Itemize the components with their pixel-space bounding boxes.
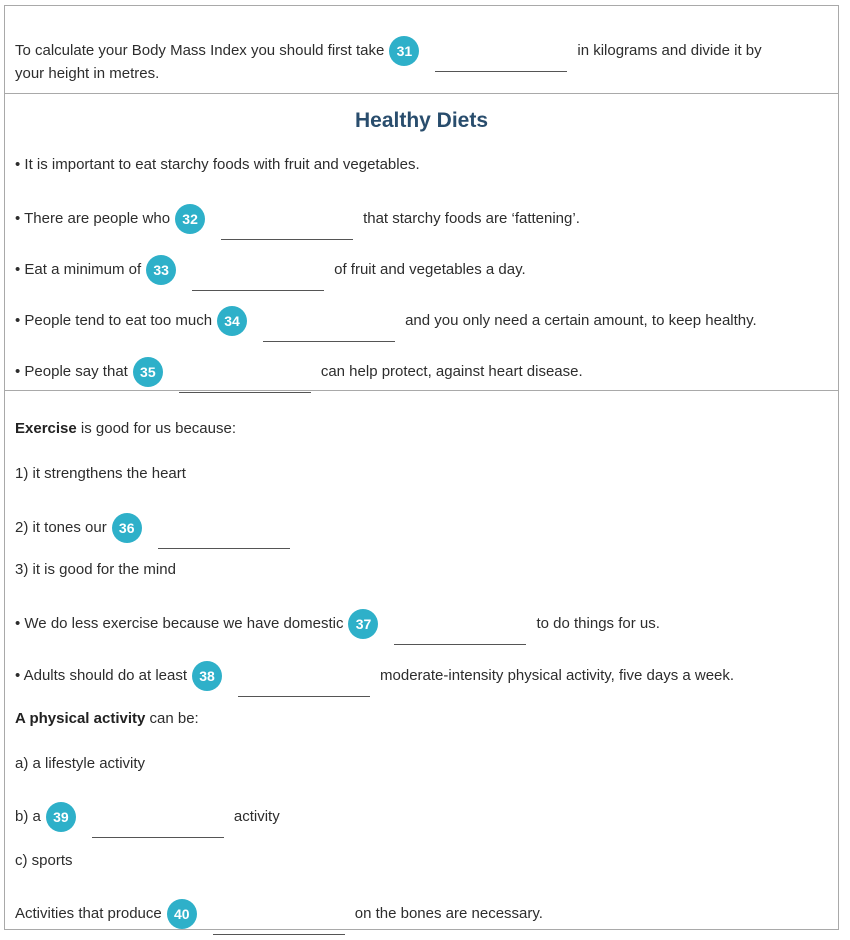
bullet-text: • It is important to eat starchy foods with fruit and vegetables. (15, 156, 420, 173)
question-35-line (15, 357, 583, 387)
q38-answer-blank[interactable] (238, 676, 370, 697)
q33-number-badge: 33 (146, 255, 176, 285)
section-title: Healthy Diets (354, 109, 489, 132)
q35-text-before: • People say that (15, 363, 128, 380)
question-34-line (15, 306, 757, 336)
q32-text-before: • There are people who (15, 210, 171, 227)
q31-answer-blank[interactable] (435, 51, 567, 72)
q36-answer-blank[interactable] (158, 528, 290, 549)
intro-section (5, 6, 838, 94)
activity-intro (15, 709, 199, 729)
question-33-line (15, 255, 526, 285)
q32-text-after: that starchy foods are ‘fattening’. (363, 210, 580, 227)
reason-3-text: 3) it is good for the mind (15, 561, 176, 578)
q38-text-before: • Adults should do at least (15, 667, 188, 684)
q40-number-badge: 40 (167, 899, 197, 929)
question-39-line (15, 802, 280, 832)
activity-a-text: a) a lifestyle activity (15, 755, 146, 772)
q31-text-before: To calculate your Body Mass Index you should first take (15, 42, 385, 59)
q37-text-before: • We do less exercise because we have domestic (15, 615, 344, 632)
q39-answer-blank[interactable] (92, 817, 224, 838)
activity-intro-rest: can be: (145, 710, 199, 727)
question-38-line (15, 661, 734, 691)
q38-number-badge: 38 (192, 661, 222, 691)
q33-text-before: • Eat a minimum of (15, 261, 142, 278)
q40-text-after: on the bones are necessary. (354, 905, 543, 922)
q37-text-after: to do things for us. (536, 615, 660, 632)
exercise-intro-bold: Exercise (15, 420, 77, 437)
q35-number-badge: 35 (133, 357, 163, 387)
q31-text-cont: your height in metres. (15, 65, 160, 82)
q34-answer-blank[interactable] (263, 321, 395, 342)
q38-text-after: moderate-intensity physical activity, five days a week. (380, 667, 735, 684)
q35-text-after: can help protect, against heart disease. (320, 363, 583, 380)
exercise-intro (15, 419, 236, 439)
question-37-line (15, 609, 660, 639)
question-40-line (15, 899, 543, 929)
bullet-starchy (15, 155, 420, 175)
q39-number-badge: 39 (46, 802, 76, 832)
q37-answer-blank[interactable] (394, 624, 526, 645)
worksheet (4, 5, 839, 930)
question-32-line (15, 204, 580, 234)
q36-text-before: 2) it tones our (15, 519, 107, 536)
q33-answer-blank[interactable] (192, 270, 324, 291)
healthy-diets-section (5, 94, 838, 391)
q33-text-after: of fruit and vegetables a day. (334, 261, 526, 278)
q34-number-badge: 34 (217, 306, 247, 336)
exercise-intro-rest: is good for us because: (76, 420, 236, 437)
activity-c (15, 851, 73, 871)
q39-text-after: activity (233, 808, 280, 825)
q40-text-before: Activities that produce (15, 905, 162, 922)
reason-1-text: 1) it strengthens the heart (15, 465, 186, 482)
q35-answer-blank[interactable] (179, 372, 311, 393)
q32-answer-blank[interactable] (221, 219, 353, 240)
question-36-line (15, 513, 300, 543)
q40-answer-blank[interactable] (213, 914, 345, 935)
q32-number-badge: 32 (175, 204, 205, 234)
question-31-line (15, 36, 762, 66)
q34-text-before: • People tend to eat too much (15, 312, 213, 329)
question-31-continuation (15, 64, 159, 84)
reason-3 (15, 560, 176, 580)
q34-text-after: and you only need a certain amount, to keep healthy. (405, 312, 757, 329)
exercise-section (5, 391, 838, 931)
q36-number-badge: 36 (112, 513, 142, 543)
q31-number-badge: 31 (389, 36, 419, 66)
activity-c-text: c) sports (15, 852, 73, 869)
reason-1 (15, 464, 186, 484)
activity-intro-bold: A physical activity (15, 710, 146, 727)
q39-text-before: b) a (15, 808, 41, 825)
activity-a (15, 754, 145, 774)
q37-number-badge: 37 (348, 609, 378, 639)
q31-text-after: in kilograms and divide it by (577, 42, 762, 59)
